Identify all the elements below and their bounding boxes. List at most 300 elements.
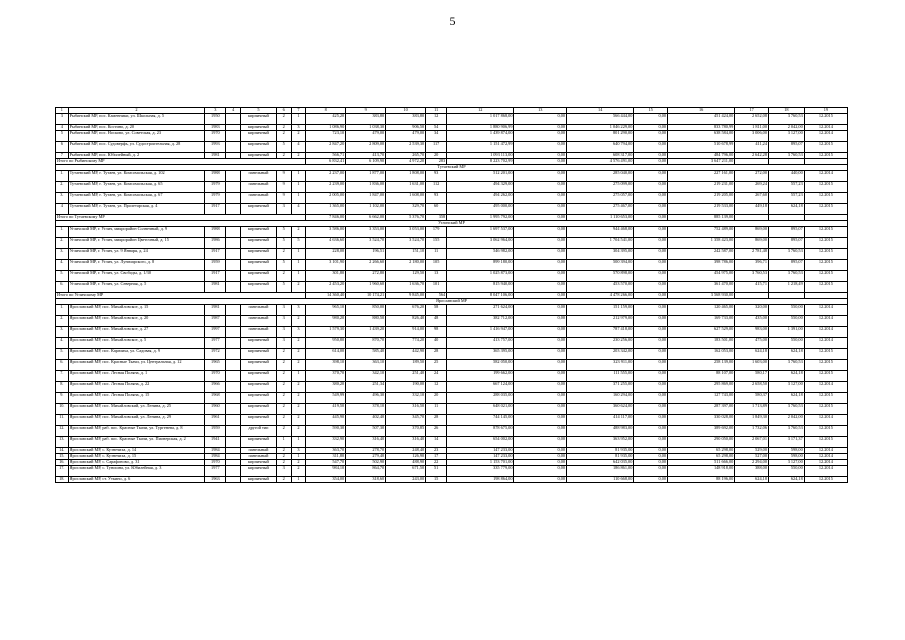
table-cell: 11. bbox=[56, 415, 69, 426]
table-cell: 9 bbox=[276, 171, 291, 182]
table-cell: 0,00 bbox=[634, 227, 668, 238]
table-cell: 383,80 bbox=[346, 114, 386, 125]
table-cell: 15. bbox=[56, 454, 69, 460]
table-cell: 0,00 bbox=[634, 415, 668, 426]
address-cell: Тутаевский МР, г. Тутаев, ул. Пролетарская, д. 4 bbox=[68, 204, 205, 215]
table-cell: 396,71 bbox=[735, 260, 769, 271]
total-value: 1 995 792,00 bbox=[447, 215, 514, 221]
table-cell: 34 bbox=[426, 131, 447, 142]
table-cell: 363,10 bbox=[346, 360, 386, 371]
table-cell: 826,40 bbox=[386, 316, 426, 327]
table-cell: 0,00 bbox=[634, 193, 668, 204]
table-cell: 2 294,00 bbox=[735, 460, 769, 466]
table-cell bbox=[226, 114, 241, 125]
table-cell: 3 760,53 bbox=[768, 404, 804, 415]
table-row bbox=[56, 193, 848, 204]
table-cell: 360 624,00 bbox=[567, 404, 634, 415]
table-cell: 895,07 bbox=[768, 142, 804, 153]
table-cell: 1 365,00 bbox=[306, 204, 346, 215]
table-cell: 0,00 bbox=[514, 204, 567, 215]
table-cell: 0,00 bbox=[514, 153, 567, 159]
table-cell: 1 391,00 bbox=[768, 327, 804, 338]
table-cell: кирпичный bbox=[241, 142, 277, 153]
table-cell: 219 205,00 bbox=[668, 193, 735, 204]
table-cell bbox=[226, 437, 241, 448]
table-cell: 0,00 bbox=[634, 454, 668, 460]
table-cell: 7 bbox=[56, 153, 69, 159]
table-cell: 320,00 bbox=[735, 305, 769, 316]
table-cell: 12.2014 bbox=[804, 327, 847, 338]
table-cell: 0,00 bbox=[514, 142, 567, 153]
table-cell: 1 603,00 bbox=[735, 360, 769, 371]
table-cell: 3 101,90 bbox=[306, 260, 346, 271]
table-cell: 752 489,00 bbox=[668, 227, 735, 238]
table-cell: 12.2015 bbox=[804, 204, 847, 215]
total-value: 4 576 491,00 bbox=[567, 159, 634, 165]
table-cell: 624,18 bbox=[768, 371, 804, 382]
address-cell: Рыбинский МР, пос. Юбилейный, д. 2 bbox=[68, 153, 205, 159]
table-cell: 2 bbox=[291, 349, 306, 360]
table-cell: 638 584,00 bbox=[668, 131, 735, 142]
table-cell: 304 395,00 bbox=[567, 249, 634, 260]
table-cell: 242 587,00 bbox=[668, 249, 735, 260]
table-cell: 0,00 bbox=[514, 477, 567, 483]
table-cell: 3 524,70 bbox=[386, 238, 426, 249]
table-cell: 2 642,28 bbox=[735, 153, 769, 159]
table-cell: 624,18 bbox=[735, 349, 769, 360]
table-cell: 914,00 bbox=[386, 327, 426, 338]
table-cell: 0,00 bbox=[514, 349, 567, 360]
table-cell: 2 bbox=[276, 382, 291, 393]
table-cell: 12.2014 bbox=[804, 448, 847, 454]
table-cell: 1960 bbox=[205, 404, 226, 415]
column-number: 16 bbox=[668, 108, 735, 114]
table-cell: 1. bbox=[56, 227, 69, 238]
table-cell: 12.2014 bbox=[804, 382, 847, 393]
table-cell: 815 940,00 bbox=[447, 282, 514, 293]
table-cell: 1917 bbox=[205, 249, 226, 260]
table-cell: 1 bbox=[291, 260, 306, 271]
table-cell: 0,00 bbox=[634, 448, 668, 454]
table-cell: 20 bbox=[426, 393, 447, 404]
table-cell: 332,90 bbox=[306, 437, 346, 448]
table-cell: кирпичный bbox=[241, 349, 277, 360]
table-cell: 155 bbox=[426, 238, 447, 249]
table-cell: 3 760,53 bbox=[768, 271, 804, 282]
table-cell: другой тип bbox=[241, 426, 277, 437]
table-cell: 267,60 bbox=[735, 193, 769, 204]
table-cell: 363,70 bbox=[306, 448, 346, 454]
table-cell bbox=[226, 338, 241, 349]
table-cell: 265,70 bbox=[386, 153, 426, 159]
table-cell: 2 bbox=[291, 404, 306, 415]
table-cell: 2 bbox=[276, 349, 291, 360]
table-cell: 1977 bbox=[205, 338, 226, 349]
table-cell: 1 358 423,00 bbox=[668, 238, 735, 249]
table-row bbox=[56, 238, 848, 249]
table-cell: 2 781,48 bbox=[735, 249, 769, 260]
table-cell bbox=[226, 349, 241, 360]
table-cell: 12.2015 bbox=[804, 371, 847, 382]
table-cell: 2 bbox=[276, 125, 291, 131]
table-cell: 511 666,00 bbox=[668, 460, 735, 466]
table-cell: 12.2014 bbox=[804, 316, 847, 327]
table-cell: 1981 bbox=[205, 153, 226, 159]
table-cell: 3 bbox=[276, 305, 291, 316]
table-cell: панельный bbox=[241, 327, 277, 338]
table-cell: кирпичный bbox=[241, 404, 277, 415]
table-cell: 316,40 bbox=[386, 437, 426, 448]
address-cell: Ярославский МР, пос. Красные Ткачи, ул. Центральная, д. 12 bbox=[68, 360, 205, 371]
table-cell: 2 bbox=[291, 426, 306, 437]
table-cell: 2 266,60 bbox=[346, 260, 386, 271]
total-value: 358 bbox=[426, 215, 447, 221]
table-cell: 17 bbox=[426, 454, 447, 460]
table-cell: 0,00 bbox=[514, 193, 567, 204]
table-cell: 864,70 bbox=[346, 466, 386, 477]
table-cell: 1. bbox=[56, 305, 69, 316]
table-cell: 54 bbox=[426, 125, 447, 131]
table-cell: 14 bbox=[426, 437, 447, 448]
table-cell: 582 050,00 bbox=[447, 360, 514, 371]
address-cell: Ярославский МР, пос. Михайловский, ул. Ленина, д. 29 bbox=[68, 415, 205, 426]
table-cell: 388,00 bbox=[735, 466, 769, 477]
table-cell: 2 bbox=[276, 271, 291, 282]
table-cell: 380,20 bbox=[306, 382, 346, 393]
table-cell: 1 631,00 bbox=[386, 182, 426, 193]
table-cell: 0,00 bbox=[634, 171, 668, 182]
table-cell: 550,00 bbox=[768, 466, 804, 477]
table-cell: 1988 bbox=[205, 171, 226, 182]
table-cell: 248,40 bbox=[386, 448, 426, 454]
table-cell: 3. bbox=[56, 249, 69, 260]
section-title: Угличский МР bbox=[56, 221, 848, 227]
address-cell: Тутаевский МР, г. Тутаев, ул. Комсомольская, д. 102 bbox=[68, 171, 205, 182]
table-cell: панельный bbox=[241, 454, 277, 460]
table-cell: 1 836,00 bbox=[346, 182, 386, 193]
table-cell: 413 757,00 bbox=[447, 338, 514, 349]
table-cell: 81 935,00 bbox=[567, 454, 634, 460]
table-cell: 642 035,00 bbox=[567, 460, 634, 466]
table-cell: 453 570,00 bbox=[567, 282, 634, 293]
table-cell: 878 675,00 bbox=[447, 426, 514, 437]
table-cell: 1 017 868,00 bbox=[447, 114, 514, 125]
total-value: 8 047 106,00 bbox=[447, 293, 514, 299]
table-cell: 1984 bbox=[205, 448, 226, 454]
table-row bbox=[56, 338, 848, 349]
table-cell: 316,50 bbox=[386, 404, 426, 415]
table-cell: 1941 bbox=[205, 437, 226, 448]
table-cell bbox=[226, 466, 241, 477]
address-cell: Ярославский МР, пос. Михайловское, д. 27 bbox=[68, 327, 205, 338]
table-cell: 2 bbox=[276, 404, 291, 415]
table-cell: 2 bbox=[276, 393, 291, 404]
table-cell: 2 bbox=[291, 227, 306, 238]
table-cell: 199 662,00 bbox=[447, 371, 514, 382]
table-cell: 272,80 bbox=[346, 271, 386, 282]
table-cell: 398,10 bbox=[306, 360, 346, 371]
table-cell: 1 808,00 bbox=[386, 171, 426, 182]
table-cell: 1 579,30 bbox=[306, 327, 346, 338]
table-cell: 2 bbox=[276, 249, 291, 260]
table-row bbox=[56, 393, 848, 404]
table-cell: 2 bbox=[276, 114, 291, 125]
table-cell: 0,00 bbox=[634, 238, 668, 249]
total-value: 0,00 bbox=[634, 215, 668, 221]
table-cell: 648 021,00 bbox=[447, 404, 514, 415]
column-number: 9 bbox=[346, 108, 386, 114]
table-cell: 1959 bbox=[205, 426, 226, 437]
table-cell: 271 624,00 bbox=[447, 305, 514, 316]
address-cell: Тутаевский МР, г. Тутаев, ул. Комсомольская, д. 65 bbox=[68, 182, 205, 193]
table-cell: 378,10 bbox=[346, 404, 386, 415]
table-cell: 12.2014 bbox=[804, 171, 847, 182]
table-cell: 870,70 bbox=[346, 338, 386, 349]
table-cell bbox=[226, 182, 241, 193]
column-number: 15 bbox=[634, 108, 668, 114]
table-cell: 1 093 113,00 bbox=[447, 153, 514, 159]
table-cell: 624,18 bbox=[768, 393, 804, 404]
table-cell: 1 bbox=[291, 454, 306, 460]
table-cell: 342,10 bbox=[346, 371, 386, 382]
table-cell: 895,07 bbox=[768, 238, 804, 249]
table-cell: кирпичный bbox=[241, 382, 277, 393]
table-cell: 10. bbox=[56, 404, 69, 415]
table-cell: 2 bbox=[291, 393, 306, 404]
table-row bbox=[56, 437, 848, 448]
table-cell: 451 424,00 bbox=[668, 114, 735, 125]
table-cell: 3 171,37 bbox=[768, 437, 804, 448]
table-cell: 419,50 bbox=[306, 404, 346, 415]
table-cell: 1 bbox=[291, 371, 306, 382]
table-cell: 12.2015 bbox=[804, 153, 847, 159]
table-cell: 0,00 bbox=[634, 371, 668, 382]
table-cell: кирпичный bbox=[241, 114, 277, 125]
table-cell: кирпичный bbox=[241, 131, 277, 142]
table-cell: 3 127,00 bbox=[768, 460, 804, 466]
table-row bbox=[56, 382, 848, 393]
table-cell: 12.2014 bbox=[804, 460, 847, 466]
table-cell: 676,20 bbox=[386, 305, 426, 316]
table-cell: 51 bbox=[426, 466, 447, 477]
table-cell: 93 bbox=[426, 171, 447, 182]
total-value: 10 174,21 bbox=[346, 293, 386, 299]
table-cell: 869,00 bbox=[735, 238, 769, 249]
table-cell: 4 bbox=[291, 204, 306, 215]
table-cell: 3 bbox=[276, 338, 291, 349]
table-cell: 507,30 bbox=[346, 426, 386, 437]
table-cell: 0,00 bbox=[634, 360, 668, 371]
table-cell: 3 bbox=[291, 305, 306, 316]
table-cell: 12.2015 bbox=[804, 238, 847, 249]
total-value: 0,00 bbox=[634, 159, 668, 165]
table-cell: 500 394,00 bbox=[567, 260, 634, 271]
table-cell: 1961 bbox=[205, 415, 226, 426]
table-cell: 345,70 bbox=[386, 415, 426, 426]
table-cell: 110 668,00 bbox=[567, 477, 634, 483]
table-cell: 1 bbox=[291, 477, 306, 483]
column-number: 4 bbox=[226, 108, 241, 114]
table-cell: 147 233,00 bbox=[447, 448, 514, 454]
table-cell: 1917 bbox=[205, 271, 226, 282]
table-cell: кирпичный bbox=[241, 227, 277, 238]
table-cell: 1997 bbox=[205, 327, 226, 338]
table-cell: кирпичный bbox=[241, 204, 277, 215]
table-cell: 1 025 873,00 bbox=[447, 271, 514, 282]
table-cell: 557,23 bbox=[768, 193, 804, 204]
table-cell: 0,00 bbox=[514, 260, 567, 271]
table-cell: 667 124,00 bbox=[447, 382, 514, 393]
table-cell: 1963 bbox=[205, 477, 226, 483]
table-cell: 411,24 bbox=[735, 142, 769, 153]
total-value: 0,00 bbox=[514, 159, 567, 165]
column-number: 14 bbox=[567, 108, 634, 114]
table-cell: 1 608,00 bbox=[386, 193, 426, 204]
table-cell bbox=[226, 477, 241, 483]
table-cell: 227 161,00 bbox=[668, 171, 735, 182]
table-cell: 398 786,00 bbox=[668, 260, 735, 271]
table-cell: 354,00 bbox=[306, 477, 346, 483]
table-cell: 12. bbox=[56, 426, 69, 437]
table-row bbox=[56, 114, 848, 125]
table-cell: 2 bbox=[291, 316, 306, 327]
table-cell: 5 bbox=[276, 282, 291, 293]
table-cell: 12.2015 bbox=[804, 227, 847, 238]
table-row bbox=[56, 349, 848, 360]
table-cell: 2 bbox=[291, 153, 306, 159]
table-cell: 332,10 bbox=[386, 393, 426, 404]
table-cell: 624,18 bbox=[735, 477, 769, 483]
address-cell: Ярославский МР, с. Сарафоново, д. 31 bbox=[68, 460, 205, 466]
table-cell: 906,50 bbox=[386, 125, 426, 131]
table-cell: 13. bbox=[56, 437, 69, 448]
section-title: Тутаевский МР bbox=[56, 165, 848, 171]
table-cell: 1968 bbox=[205, 393, 226, 404]
table-cell: 2 bbox=[291, 360, 306, 371]
table-cell: 48 bbox=[426, 316, 447, 327]
table-cell: 12.2014 bbox=[804, 305, 847, 316]
table-cell: 3 bbox=[291, 125, 306, 131]
table-row bbox=[56, 282, 848, 293]
table-cell: 1987 bbox=[205, 316, 226, 327]
table-cell: 12.2015 bbox=[804, 193, 847, 204]
table-cell: 414 117,00 bbox=[567, 415, 634, 426]
table-cell: 2. bbox=[56, 238, 69, 249]
table-cell: 9 bbox=[276, 182, 291, 193]
table-cell: 6. bbox=[56, 282, 69, 293]
table-cell: 983,00 bbox=[735, 327, 769, 338]
table-cell: 3 bbox=[276, 204, 291, 215]
table-cell: 11 bbox=[426, 404, 447, 415]
table-cell: 147 233,00 bbox=[447, 454, 514, 460]
table-cell: 435,00 bbox=[735, 316, 769, 327]
table-cell: 1970 bbox=[205, 131, 226, 142]
table-cell: 22 bbox=[426, 460, 447, 466]
table-cell: 1917 bbox=[205, 204, 226, 215]
table-cell bbox=[226, 260, 241, 271]
table-cell: 0,00 bbox=[514, 305, 567, 316]
table-cell: 14. bbox=[56, 448, 69, 454]
table-row bbox=[56, 426, 848, 437]
table-cell: 269,24 bbox=[735, 182, 769, 193]
table-cell: 557,23 bbox=[768, 182, 804, 193]
table-cell: 1977 bbox=[205, 466, 226, 477]
table-cell: 12.2014 bbox=[804, 415, 847, 426]
total-value: 6 832,41 bbox=[306, 159, 346, 165]
table-cell: 0,00 bbox=[514, 404, 567, 415]
table-cell: 117 bbox=[426, 142, 447, 153]
table-cell: 479,00 bbox=[346, 131, 386, 142]
repair-program-table bbox=[55, 107, 848, 483]
table-cell: 212 979,00 bbox=[567, 316, 634, 327]
table-row bbox=[56, 131, 848, 142]
table-cell: 3 127,00 bbox=[768, 131, 804, 142]
table-cell: 944 468,00 bbox=[567, 227, 634, 238]
table-cell: 20 bbox=[426, 153, 447, 159]
table-cell bbox=[226, 249, 241, 260]
table-cell: 151 159,00 bbox=[567, 305, 634, 316]
table-cell: 2. bbox=[56, 182, 69, 193]
table-cell: 65 298,00 bbox=[668, 454, 735, 460]
table-cell: 1970 bbox=[205, 460, 226, 466]
table-cell: 12.2015 bbox=[804, 360, 847, 371]
total-value: 4 478 266,00 bbox=[567, 293, 634, 299]
total-value: 6 662,00 bbox=[346, 215, 386, 221]
column-number: 2 bbox=[68, 108, 205, 114]
table-cell: 189,50 bbox=[386, 360, 426, 371]
address-cell: Угличский МР, г. Углич, ул. Северная, д. 5 bbox=[68, 282, 205, 293]
table-cell: 179 bbox=[426, 227, 447, 238]
table-cell: 323 911,00 bbox=[567, 360, 634, 371]
table-cell: 3 006,00 bbox=[735, 131, 769, 142]
table-cell: 2. bbox=[56, 316, 69, 327]
table-row bbox=[56, 271, 848, 282]
table-cell: 1 880 906,99 bbox=[447, 125, 514, 131]
table-cell: 371 255,00 bbox=[567, 382, 634, 393]
table-cell: 5 bbox=[291, 238, 306, 249]
table-cell: 12.2015 bbox=[804, 114, 847, 125]
table-cell: 9 bbox=[276, 193, 291, 204]
table-cell: 3 053,00 bbox=[386, 227, 426, 238]
address-cell: Ярославский МР, ст. Уткино, д. 6 bbox=[68, 477, 205, 483]
table-cell bbox=[226, 271, 241, 282]
table-cell: 28 bbox=[426, 349, 447, 360]
table-cell: 2 005,00 bbox=[306, 193, 346, 204]
table-cell: 566,71 bbox=[306, 153, 346, 159]
total-value: 0,00 bbox=[514, 293, 567, 299]
table-cell: 1 218,49 bbox=[768, 282, 804, 293]
table-cell: 488 983,00 bbox=[567, 426, 634, 437]
table-cell: 3 127,00 bbox=[768, 382, 804, 393]
address-cell: Угличский МР, г. Углич, ул. Луначарского, д. 8 bbox=[68, 260, 205, 271]
table-cell: 11 bbox=[426, 249, 447, 260]
table-row bbox=[56, 316, 848, 327]
table-cell: 151,10 bbox=[386, 249, 426, 260]
table-cell: 275 099,00 bbox=[567, 182, 634, 193]
column-number: 10 bbox=[386, 108, 426, 114]
table-cell: 0,00 bbox=[514, 466, 567, 477]
table-cell: 475,00 bbox=[735, 338, 769, 349]
total-label: Итого по Рыбинскому МР bbox=[56, 159, 306, 165]
table-cell: 190,00 bbox=[386, 382, 426, 393]
table-cell bbox=[226, 227, 241, 238]
table-cell: 2 bbox=[276, 371, 291, 382]
table-cell: 550,00 bbox=[768, 338, 804, 349]
table-cell: 1 416 947,00 bbox=[447, 327, 514, 338]
table-cell: кирпичный bbox=[241, 271, 277, 282]
table-cell: 389 692,00 bbox=[668, 426, 735, 437]
table-cell: 566 444,00 bbox=[567, 114, 634, 125]
